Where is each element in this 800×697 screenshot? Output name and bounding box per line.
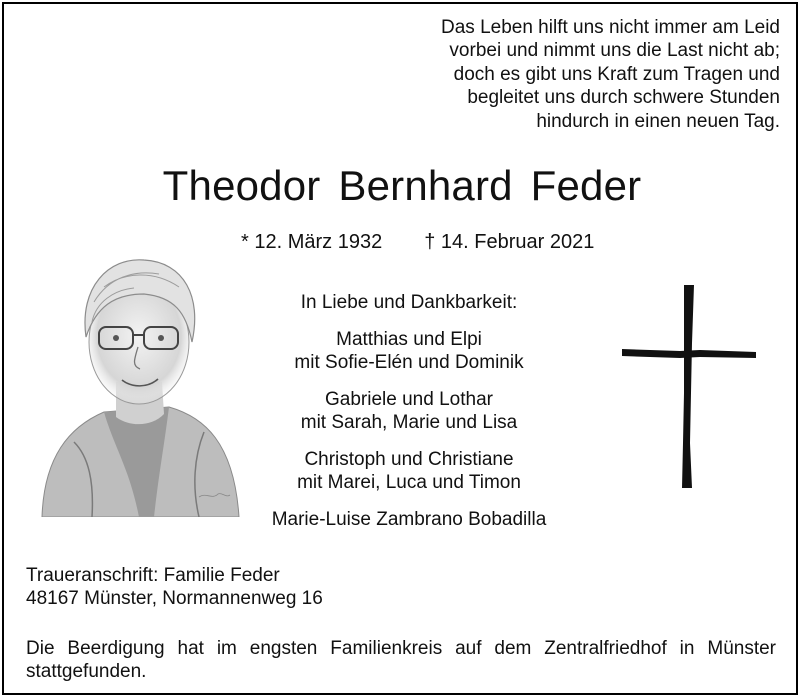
family-group bbox=[244, 328, 574, 374]
family-line: mit Marei, Luca und Timon bbox=[297, 472, 521, 493]
family-group bbox=[244, 508, 574, 531]
family-line: Gabriele und Lothar bbox=[325, 389, 493, 410]
family-group bbox=[244, 448, 574, 494]
family-line: mit Sarah, Marie und Lisa bbox=[300, 412, 518, 433]
family-line: Christoph und Christiane bbox=[304, 449, 514, 470]
obituary-frame bbox=[2, 2, 798, 695]
family-line: Matthias und Elpi bbox=[336, 329, 482, 350]
burial-notice: Die Beerdigung hat im engsten Familienkreis auf dem Zentralfriedhof in Münster stattgefunden. bbox=[26, 638, 776, 682]
life-dates bbox=[241, 231, 594, 254]
poem-line: Das Leben hilft uns nicht immer am Leid bbox=[441, 17, 780, 38]
family-line: Marie-Luise Zambrano Bobadilla bbox=[271, 509, 547, 530]
poem-line: doch es gibt uns Kraft zum Tragen und bbox=[453, 63, 780, 85]
cross-icon bbox=[620, 283, 760, 493]
family-line: mit Sofie-Elén und Dominik bbox=[294, 352, 524, 373]
poem bbox=[441, 16, 780, 133]
family-intro: In Liebe und Dankbarkeit: bbox=[300, 292, 518, 313]
address-line: 48167 Münster, Normannenweg 16 bbox=[26, 588, 323, 609]
birth-date: * 12. März 1932 bbox=[241, 231, 383, 253]
deceased-name: Theodor Bernhard Feder bbox=[162, 162, 642, 209]
poem-line: begleitet uns durch schwere Stunden bbox=[467, 87, 780, 109]
address-line: Traueranschrift: Familie Feder bbox=[26, 565, 280, 586]
family-group bbox=[244, 388, 574, 434]
poem-line: hindurch in einen neuen Tag. bbox=[536, 110, 780, 132]
family-list bbox=[244, 291, 574, 545]
death-date: † 14. Februar 2021 bbox=[424, 231, 595, 253]
poem-line: vorbei und nimmt uns die Last nicht ab; bbox=[449, 40, 780, 62]
mourning-address bbox=[26, 564, 323, 610]
portrait-image bbox=[34, 242, 244, 517]
